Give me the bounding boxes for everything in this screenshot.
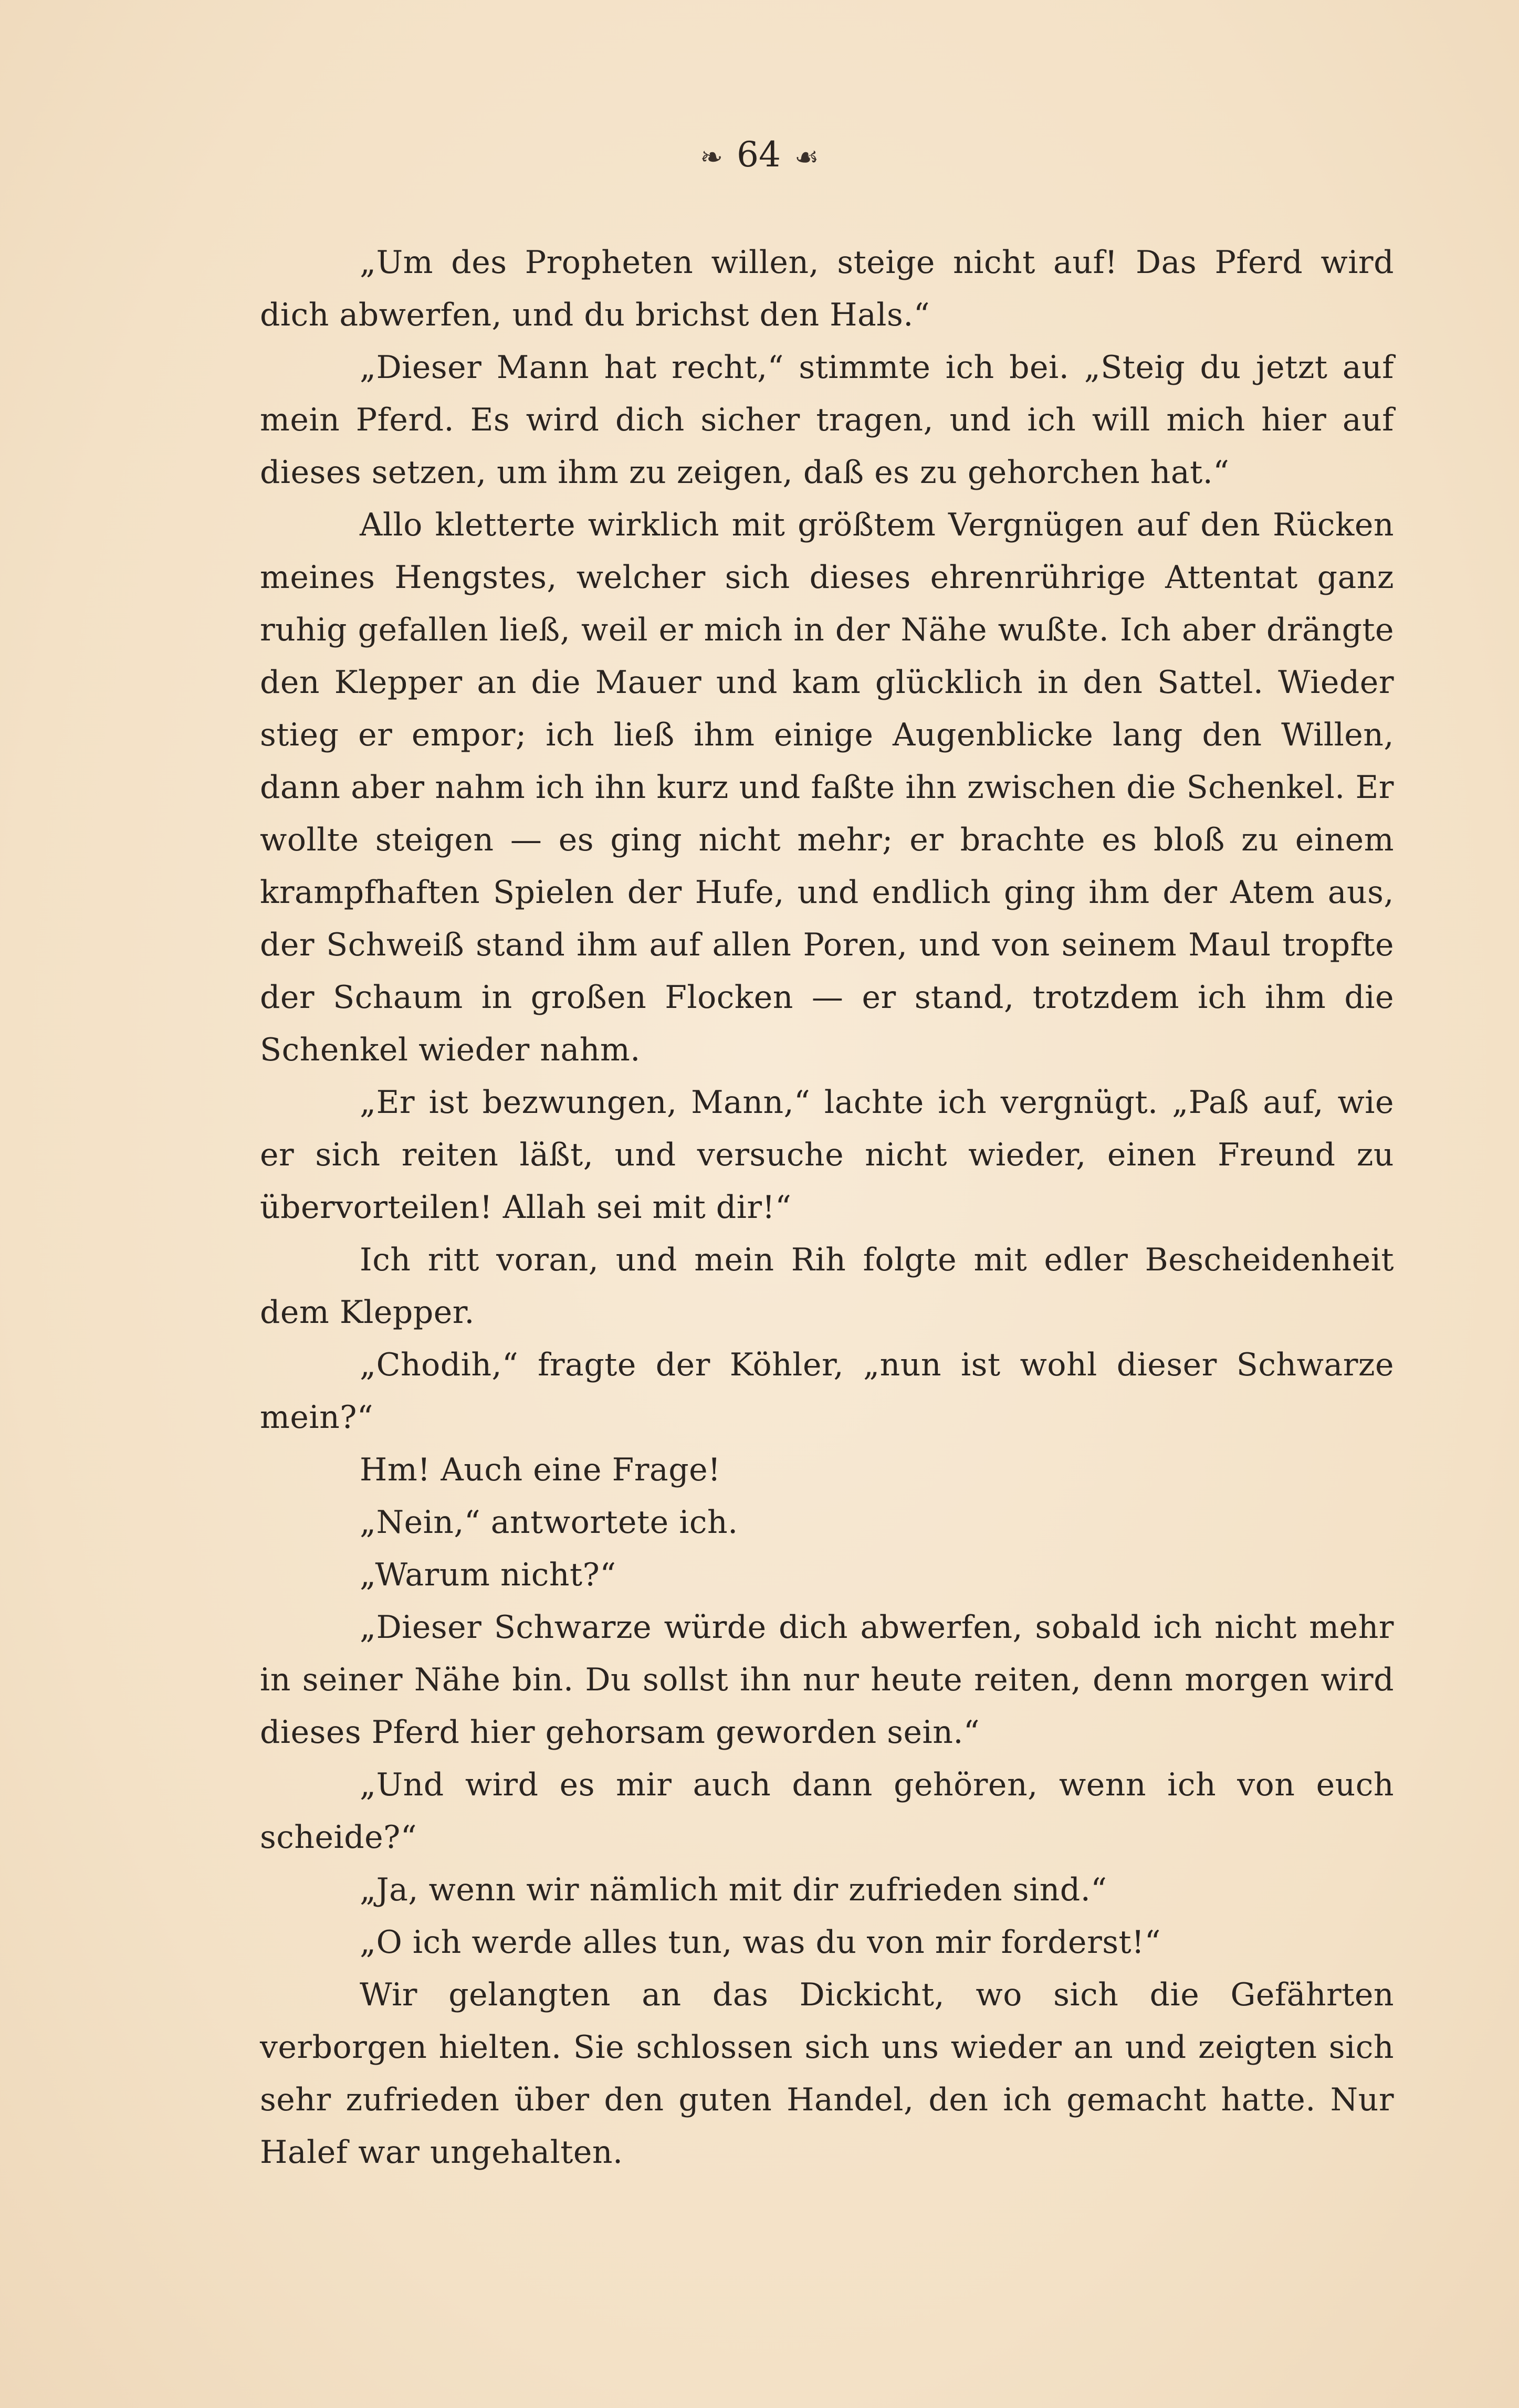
- paragraph: „Dieser Schwarze würde dich abwerfen, sobald ich nicht mehr in seiner Nähe bin. Du sollst ihn nur heute reiten, denn morgen wird dieses Pferd hier gehorsam geworden sein.“: [260, 1609, 1394, 1751]
- paragraph: Ich ritt voran, und mein Rih folgte mit edler Bescheidenheit dem Klepper.: [260, 1242, 1394, 1331]
- paragraph: Wir gelangten an das Dickicht, wo sich die Gefährten verborgen hielten. Sie schlossen sich uns wieder an und zeigten sich sehr zufrieden über den guten Handel, den ich gemacht hatte. Nur Halef war ungehalten.: [260, 1976, 1394, 2171]
- paragraph: Allo kletterte wirklich mit größtem Vergnügen auf den Rücken meines Hengstes, welcher sich dieses ehrenrührige Attentat ganz ruhig gefallen ließ, weil er mich in der Nähe wußte. Ich aber drängte den Klepper an die Mauer und kam glücklich in den Sattel. Wieder stieg er empor; ich ließ ihm einige Augenblicke lang den Willen, dann aber nahm ich ihn kurz und faßte ihn zwischen die Schenkel. Er wollte steigen — es ging nicht mehr; er brachte es bloß zu einem krampfhaften Spielen der Hufe, und endlich ging ihm der Atem aus, der Schweiß stand ihm auf allen Poren, und von seinem Maul tropfte der Schaum in großen Flocken — er stand, trotzdem ich ihm die Schenkel wieder nahm.: [260, 507, 1394, 1068]
- paragraph: „Er ist bezwungen, Mann,“ lachte ich vergnügt. „Paß auf, wie er sich reiten läßt, und versuche nicht wieder, einen Freund zu übervorteilen! Allah sei mit dir!“: [260, 1084, 1394, 1226]
- body-text: [260, 236, 1394, 2179]
- paragraph: „Warum nicht?“: [360, 1557, 616, 1593]
- ornament-left-icon: ❧: [700, 142, 723, 173]
- paragraph: „Ja, wenn wir nämlich mit dir zufrieden sind.“: [360, 1871, 1107, 1908]
- paragraph: „O ich werde alles tun, was du von mir forderst!“: [360, 1924, 1161, 1961]
- ornament-right-icon: ☙: [794, 142, 819, 173]
- paragraph: „Und wird es mir auch dann gehören, wenn ich von euch scheide?“: [260, 1766, 1394, 1856]
- paragraph: „Nein,“ antwortete ich.: [360, 1504, 738, 1541]
- page-header: [0, 134, 1519, 178]
- paragraph: „Um des Propheten willen, steige nicht auf! Das Pferd wird dich abwerfen, und du brichst den Hals.“: [260, 244, 1394, 333]
- page-number: 64: [736, 134, 781, 175]
- paragraph: „Chodih,“ fragte der Köhler, „nun ist wohl dieser Schwarze mein?“: [260, 1347, 1394, 1436]
- paragraph: Hm! Auch eine Frage!: [360, 1452, 721, 1488]
- paragraph: „Dieser Mann hat recht,“ stimmte ich bei. „Steig du jetzt auf mein Pferd. Es wird dich sicher tragen, und ich will mich hier auf dieses setzen, um ihm zu zeigen, daß es zu gehorchen hat.“: [260, 349, 1394, 491]
